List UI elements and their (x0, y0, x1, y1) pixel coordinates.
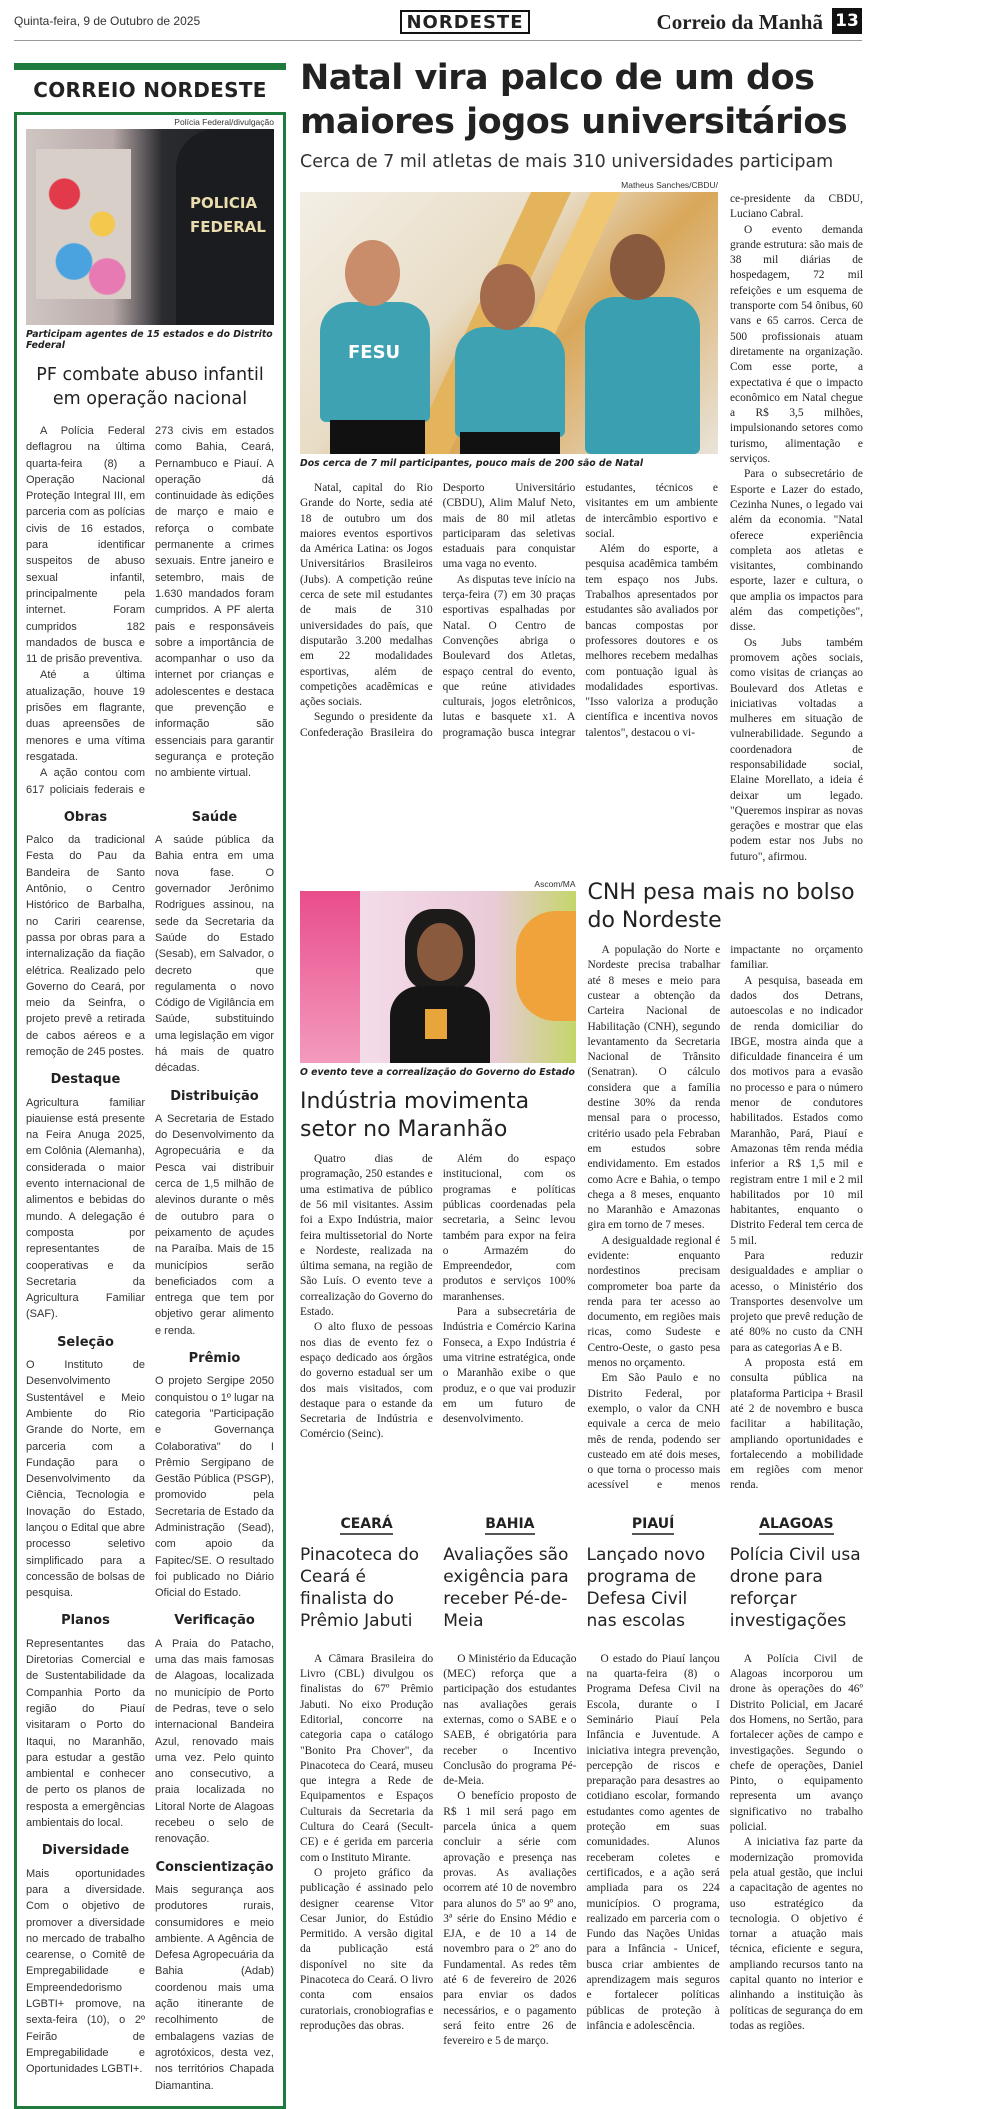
paragraph: ce-presidente da CBDU, Luciano Cabral. (730, 193, 863, 221)
state-label (730, 1516, 863, 1532)
paragraph: Quatro dias de programação, 250 estandes e uma estimativa de público de 56 mil visitantes. Assim foi a Expo Indústria, maior feira multissetorial do Norte e Nordeste, realizada na última semana, na região de São Luís. O evento teve a correalização do Governo do Estado. (300, 1153, 433, 1319)
state-label (587, 1516, 720, 1532)
note-conscientizacao (155, 1860, 274, 2094)
note-text: Representantes das Diretorias Comercial e de Sustentabilidade da Companhia Porto da região do Piauí visitaram o Porto do Itaqui, no Maranhão, para estudar a gestão ambiental e conhecer de perto os planos de resposta a emergências ambientais do local. (26, 1637, 145, 1830)
note-text: A Praia do Patacho, uma das mais famosas de Alagoas, localizada no município de Porto de Pedras, teve o selo internacional Bandeira Azul, renovado mais uma vez. Pelo quinto ano consecutivo, a praia localizada no Litoral Norte de Alagoas recebeu o selo de renovação. (155, 1637, 274, 1846)
paragraph: A pesquisa, baseada em dados dos Detrans, autoescolas e no indicador de renda domiciliar do IBGE, mostra ainda que a dificuldade financeira é um dos motivos para a evasão no processo e para o número menor de condutores habilitados. Estados como Maranhão, Pará, Piauí e Amazonas têm renda média inferior a R$ 1,5 mil e registram entre 1 mil e 2 mil habilitados por 10 mil habitantes, enquanto o Distrito Federal tem cerca de 5 mil. (730, 974, 863, 1247)
note-saude (155, 810, 274, 1077)
natal-article (300, 180, 863, 865)
paragraph: Em São Paulo e no Distrito Federal, por exemplo, o valor da CNH equivale a cerca de meio mês de renda, podendo ser custeado em até dois meses, o que torna o processo mais acessível e menos impactante no orçamento familiar. (587, 944, 863, 1492)
pf-photo (26, 129, 274, 325)
paragraph: O Ministério da Educação (MEC) reforça que a participação dos estudantes nas avaliações gerais externas, como o SABE e o SAEB, é obrigatória para receber o Incentivo Conclusão do programa Pé-de-Meia. (443, 1652, 577, 1788)
note-text: O Instituto de Desenvolvimento Sustentável e Meio Ambiente do Rio Grande do Norte, em parceria com a Fundação para o Desenvolvimento da Ciência, Tecnologia e Inovação do Estado, lançou o Edital que abre processo seletivo simplificado para a concessão de bolsas de pesquisa. (26, 1359, 145, 1600)
state-label (443, 1516, 576, 1532)
paragraph: Além do esporte, a pesquisa acadêmica também tem espaço nos Jubs. Trabalhos apresentados por estudantes são avaliados por bancas compostas por professores doutores e os melhores recebem medalhas com pontuação igual às modalidades esportivas. "Isso valoriza a produção científica e incentiva novos talentos", destacou o vi- (585, 543, 718, 739)
note-title: Verificação (174, 1613, 255, 1629)
sidebar-title: CORREIO NORDESTE (33, 78, 267, 102)
notes-left-column (26, 798, 145, 2094)
brief-ceara (300, 1516, 433, 2034)
brief-headline: Polícia Civil usa drone para reforçar investigações (729, 1544, 861, 1631)
note-text: O projeto Sergipe 2050 conquistou o 1º lugar na categoria "Participação e Governança Colaborativa" do I Prêmio Sergipano de Gestão Pública (PSGP), promovido pela Secretaria de Estado da Administração (Sead), com apoio da Fapitec/SE. O resultado foi publicado no Diário Oficial do Estado. (155, 1375, 274, 1600)
state-label-text: BAHIA (485, 1516, 534, 1535)
paragraph: A Câmara Brasileira do Livro (CBL) divulgou os finalistas do 67º Prêmio Jabuti. No eixo Produção Editorial, concorre na categoria capa o catálogo "Bonito Pra Chover", da Pinacoteca do Ceará, museu que integra a Rede de Equipamentos e Espaços Culturais da Secretaria da Cultura do Ceará (Secult-CE) e é gerida em parceria com o Instituto Mirante. (300, 1652, 434, 1864)
paragraph: A Polícia Federal deflagrou na última quarta-feira (8) a Operação Nacional Proteção Integral III, em parceria com as polícias civis de 16 estados, para identificar suspeitos de abuso sexual infantil, principalmente pela internet. Foram cumpridos 182 mandados de busca e 11 de prisão preventiva. (26, 425, 145, 666)
main-headline: Natal vira palco de um dos maiores jogos universitários (300, 58, 848, 142)
brief-body (300, 1652, 433, 2034)
paragraph: O alto fluxo de pessoas nos dias de evento fez o espaço dedicado aos órgãos do governo estadual ser um dos mais visitados, com destaque para o estande da Secretaria de Indústria e Comércio (Seinc). (300, 1321, 433, 1441)
note-title: Prêmio (188, 1351, 241, 1367)
paragraph: A proposta está em consulta pública na plataforma Participa + Brasil até 2 de novembro e busca facilitar a habilitação, ampliando oportunidades e fortalecendo a mobilidade em regiões com menor renda. (730, 1357, 863, 1492)
industria-article (300, 879, 576, 1443)
pf-article-body (26, 423, 274, 798)
article-headline: Indústria movimenta setor no Maranhão (300, 1089, 530, 1143)
note-verificacao (155, 1613, 274, 1847)
header-divider (14, 40, 862, 41)
notes-right-column (155, 798, 274, 2094)
note-text: Palco da tradicional Festa do Pau da Bandeira de Santo Antônio, o Centro Histórico de Barbalha, no Cariri cearense, passa por obras para a internalização da fiação elétrica. Realizado pelo Governo do Ceará, por meio da Seinfra, o projeto prevê a retirada de cabos aéreos e a remoção de 245 postes. (26, 834, 145, 1058)
note-title: Saúde (191, 809, 238, 825)
paragraph: A iniciativa faz parte da modernização promovida pela atual gestão, que inclui a capacitação de agentes no uso estratégico da tecnologia. O objetivo é tornar a atuação mais técnica, eficiente e segura, ampliando recursos tanto na capital quanto no interior e alinhando a instituição às políticas de segurança do em todas as regiões. (729, 1836, 863, 2032)
shirt-text: FESU (348, 342, 401, 363)
note-premio (155, 1351, 274, 1601)
paragraph: A população do Norte e Nordeste precisa trabalhar até 8 meses e meio para custear a obtenção da Carteira Nacional de Habilitação (CNH), segundo levantamento da Secretaria Nacional de Trânsito (Senatran). O cálculo considera que a família destine 30% da renda mensal para o processo, critério usado pela Febraban em estudos sobre endividamento. Em estados como Acre e Bahia, o tempo chega a 8 meses, enquanto no Maranhão e Amazonas gira em torno de 7 meses. (587, 944, 721, 1232)
paragraph: A Polícia Civil de Alagoas incorporou um drone às operações do 46º Distrito Policial, em Jacaré dos Homens, no Sertão, para fortalecer ações de campo e investigações. Segundo o chefe de operações, Daniel Pinto, o equipamento representa um avanço significativo no trabalho policial. (729, 1652, 863, 1834)
article-headline: PF combate abuso infantil em operação nacional (36, 365, 264, 409)
note-text: A Secretaria de Estado do Desenvolvimento da Agropecuária e da Pesca vai distribuir cerca de 1,5 milhão de alevinos durante o mês de outubro para o peixamento de açudes na Paraíba. Mais de 15 municípios serão beneficiados com a entrega que tem por objetivo gerar alimento e renda. (155, 1112, 274, 1337)
note-title: Planos (61, 1613, 110, 1629)
note-text: Mais segurança aos produtores rurais, consumidores e meio ambiente. A Agência de Defesa Agropecuária da Bahia (Adab) coordenou mais uma ação itinerante de recolhimento de embalagens vazias de agrotóxicos, desta vez, nos territórios Chapada Diamantina. (155, 1883, 274, 2092)
note-text: Agricultura familiar piauiense está presente na Feira Anuga 2025, em Colônia (Alemanha), considerada o maior evento internacional de alimentos e bebidas do mundo. A delegação é composta por representantes de cooperativas e da Secretaria da Agricultura Familiar (SAF). (26, 1096, 145, 1321)
paragraph: Além do espaço institucional, com os programas e políticas públicas coordenadas pela secretaria, a Seinc levou também para expor na feira o Armazém do Empreendedor, com produtos e serviços 100% maranhenses. (442, 1153, 576, 1303)
natal-article-body (300, 481, 718, 741)
paragraph: As disputas teve início na terça-feira (7) em 30 praças esportivas espalhadas por Natal. O Centro de Convenções abriga o Boulevard dos Atletas, espaço central do evento, que reúne atividades culturais, jogos eletrônicos, lutas e basquete x1. A programação busca integrar estudantes, técnicos e visitantes em um ambiente de intercâmbio esportivo e social. (442, 482, 718, 739)
page-number: 13 (832, 8, 862, 34)
sidebar-accent-bar (14, 63, 286, 70)
brief-headline: Lançado novo programa de Defesa Civil nas escolas (586, 1544, 706, 1631)
note-title: Seleção (57, 1334, 114, 1350)
vest-text: POLICIA FEDERAL (190, 194, 266, 236)
brief-bahia (443, 1516, 576, 2050)
paragraph: O benefício proposto de R$ 1 mil será pago em parcela única a quem concluir a série com aprovação e presença nas provas. As avaliações ocorrem até 10 de novembro para alunos do 5º ao 9º ano, 3ª série do Ensino Médio e EJA, e de 10 a 14 de novembro para o 2º ano do Fundamental. As redes têm até 6 de fevereiro de 2026 para enviar os dados necessários, e o pagamento será feito entre 26 de fevereiro e 5 de março. (443, 1790, 577, 2048)
bottom-row (300, 1516, 863, 2050)
paragraph: Até a última atualização, houve 19 prisões em flagrante, duas apreensões de menores e uma vítima resgatada. (26, 669, 145, 763)
photo-caption: Participam agentes de 15 estados e do Distrito Federal (26, 329, 273, 351)
note-title: Destaque (50, 1072, 121, 1088)
photo-credit: Polícia Federal/divulgação (174, 117, 274, 127)
brief-body (587, 1652, 720, 2034)
brief-alagoas (730, 1516, 863, 2034)
industria-article-body (300, 1152, 576, 1443)
sidebar-notes (26, 798, 274, 2094)
section-label: NORDESTE (400, 10, 530, 34)
paragraph: Os Jubs também promovem ações sociais, como visitas de crianças ao Boulevard dos Atletas e iniciativas voltadas a mulheres em situação de vulnerabilidade. Segundo a coordenadora de responsabilidade social, Elaine Morellato, a ideia é deixar um legado. "Queremos inspirar as novas gerações e mostrar que elas podem estar nos Jubs no futuro", afirmou. (730, 636, 863, 863)
middle-row (300, 879, 863, 1494)
note-title: Conscientização (155, 1859, 274, 1875)
note-obras (26, 810, 145, 1060)
paragraph: Segundo o presidente da Confederação Brasileira do Desporto Universitário (CBDU), Alim Maluf Neto, mais de 80 mil atletas participaram das seletivas estaduais para conquistar uma vaga no evento. (300, 482, 576, 739)
athletes-photo (300, 192, 718, 454)
brief-piaui (587, 1516, 720, 2034)
sidebar-box (14, 112, 286, 2109)
paragraph: O evento demanda grande estrutura: são mais de 38 mil diárias de hospedagem, 72 mil refeições e um esquema de transporte com 54 ônibus, 60 vans e 65 carros. Cerca de 500 profissionais atuam diretamente na organização. Com esse porte, a expectativa é que o impacto econômico em Natal chegue a R$ 3,5 milhões, impulsionando setores como turismo, alimentação e serviços. (730, 223, 863, 466)
paragraph: Para o subsecretário de Esporte e Lazer do estado, Cezinha Nunes, o legado vai além da economia. "Natal oferece experiência completa aos atletas e visitantes, combinando esporte, lazer e cultura, o que amplia os impactos para além das competições", disse. (730, 468, 863, 634)
natal-left (300, 180, 718, 741)
paragraph: Natal, capital do Rio Grande do Norte, sedia até 18 de outubro um dos maiores eventos esportivos da América Latina: os Jogos Universitários Brasileiros (Jubs). A competição reúne cerca de sete mil estudantes de mais de 310 universidades do país, que disputarão 3.200 medalhas em 22 modalidades esportivas, além de competições acadêmicas e ações sociais. (300, 482, 433, 709)
cnh-article-body (588, 943, 864, 1494)
brief-headline: Pinacoteca do Ceará é finalista do Prêmio Jabuti (300, 1544, 420, 1631)
main-subheadline: Cerca de 7 mil atletas de mais 310 universidades participam (300, 152, 834, 172)
main-area (300, 56, 863, 2049)
state-label (300, 1516, 433, 1532)
note-destaque (26, 1072, 145, 1322)
issue-date: Quinta-feira, 9 de Outubro de 2025 (14, 14, 201, 28)
paragraph: Para a subsecretária de Indústria e Comércio Karina Fonseca, a Expo Indústria é uma vitrine estratégica, onde o Maranhão exibe o que produz, e o que vai produzir em um futuro de desenvolvimento. (442, 1306, 576, 1426)
state-label-text: CEARÁ (340, 1516, 392, 1535)
note-diversidade (26, 1843, 145, 2077)
state-label-text: ALAGOAS (759, 1516, 834, 1535)
paragraph: O estado do Piauí lançou na quarta-feira (8) o Programa Defesa Civil na Escola, durante o I Seminário Piauí Pela Infância e Juventude. A iniciativa integra prevenção, percepção de riscos e preparação para desastres ao cotidiano escolar, formando estudantes como agentes de proteção em suas comunidades. Alunos receberam coletes e certificados, e a ação será ampliada para os 224 municípios. O programa, realizado em parceria com o Fundo das Nações Unidas para a Infância - Unicef, busca criar ambientes de aprendizagem mais seguros e fortalecer políticas públicas de proteção à infância e adolescência. (586, 1652, 720, 2032)
photo-caption: Dos cerca de 7 mil participantes, pouco mais de 200 são de Natal (300, 458, 644, 469)
paragraph: A ação contou com 617 policiais federais e 273 civis em estados como Bahia, Ceará, Pernambuco e Piauí. A operação dá continuidade às edições de março e maio e reforça o combate permanente a crimes sexuais. Entre janeiro e setembro, mais de 1.630 mandados foram cumpridos. A PF alerta pais e responsáveis sobre a importância de acompanhar o uso da internet por crianças e adolescentes e destaca que prevenção e informação são essenciais para garantir segurança e proteção no ambiente virtual. (26, 425, 274, 796)
expo-photo (300, 891, 576, 1063)
natal-article-continued (730, 192, 863, 865)
cnh-article (588, 879, 864, 1494)
photo-credit: Ascom/MA (534, 879, 576, 890)
brief-headline: Avaliações são exigência para receber Pé-de-Meia (443, 1544, 569, 1631)
paragraph: A desigualdade regional é evidente: enquanto nordestinos precisam comprometer boa parte da renda para ter acesso ao documento, em regiões mais ricas, como Sudeste e Centro-Oeste, o gasto pesa menos no orçamento. (587, 1234, 721, 1370)
note-title: Obras (63, 809, 108, 825)
article-headline: CNH pesa mais no bolso do Nordeste (587, 880, 855, 934)
note-planos (26, 1613, 145, 1831)
paragraph: O projeto gráfico da publicação é assinado pelo designer cearense Vitor Cesar Junior, do Estúdio Permitido. A versão digital da publicação está disponível no site da Pinacoteca do Ceará. O livro conta com ensaios curatoriais, cronobiografias e reproduções das obras. (300, 1866, 434, 2032)
paragraph: Para reduzir desigualdades e ampliar o acesso, o Ministério dos Transportes desenvolve um projeto que prevê redução de até 80% no custo da CNH para as categorias A e B. (730, 1250, 863, 1354)
note-text: Mais oportunidades para a diversidade. Com o objetivo de promover a diversidade no mercado de trabalho cearense, o Comitê de Empregabilidade e Empreendedorismo LGBTI+ promove, na sexta-feira (10), o 2º Feirão de Empregabilidade e Oportunidades LGBTI+. (26, 1867, 145, 2076)
note-selecao (26, 1335, 145, 1602)
note-title: Distribuição (170, 1088, 259, 1104)
note-text: A saúde pública da Bahia entra em uma nova fase. O governador Jerônimo Rodrigues assinou, na sede da Secretaria da Saúde do Estado (Sesab), em Salvador, o decreto que regulamenta o novo Código de Vigilância em Saúde, substituindo uma legislação em vigor há mais de quatro décadas. (155, 834, 274, 1075)
brief-body (443, 1652, 576, 2050)
photo-caption: O evento teve a correalização do Governo do Estado (300, 1067, 575, 1079)
brief-body (730, 1652, 863, 2034)
sidebar (14, 63, 286, 2109)
state-label-text: PIAUÍ (632, 1516, 674, 1535)
newspaper-brand: Correio da Manhã (656, 10, 823, 34)
note-distribuicao (155, 1089, 274, 1339)
note-title: Diversidade (41, 1843, 130, 1859)
photo-credit: Matheus Sanches/CBDU/ (621, 180, 718, 190)
